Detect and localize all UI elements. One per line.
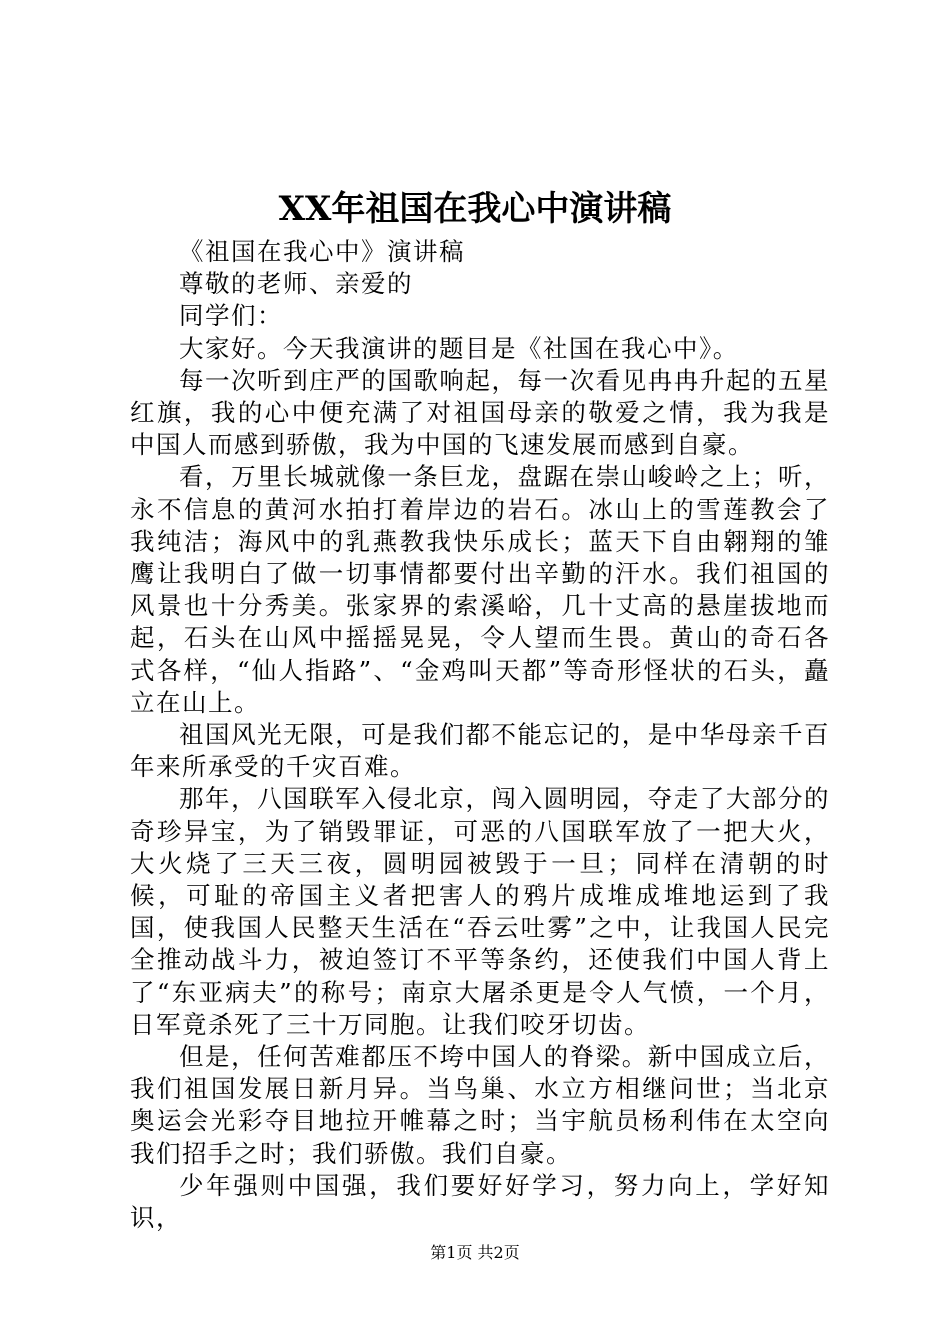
page-number-footer: 第1页 共2页 [430, 1243, 520, 1262]
paragraph-subtitle: 《祖国在我心中》演讲稿 [179, 237, 465, 266]
paragraph: 那年，八国联军入侵北京，闯入圆明园，夺走了大部分的奇珍异宝，为了销毁罪证，可恶的八国联军放了一把大火，大火烧了三天三夜，圆明园被毁于一旦；同样在清朝的时候，可耻的帝国主义者把害人的鸦片成堆成堆地运到了我国，使我国人民整天生活在“吞云吐雾”之中，让我国人民完全推动战斗力，被迫签订不平等条约，还使我们中国人背上了“东亚病夫”的称号；南京大屠杀更是令人气愤，一个月，日军竟杀死了三十万同胞。让我们咬牙切齿。 [130, 784, 830, 1039]
paragraph: 每一次听到庄严的国歌响起，每一次看见冉冉升起的五星红旗，我的心中便充满了对祖国母亲的敬爱之情，我为我是中国人而感到骄傲，我为中国的飞速发展而感到自豪。 [130, 365, 830, 460]
paragraph: 但是，任何苦难都压不垮中国人的脊梁。新中国成立后，我们祖国发展日新月异。当鸟巢、水立方相继问世；当北京奥运会光彩夺目地拉开帷幕之时；当宇航员杨利伟在太空向我们招手之时；我们骄傲。我们自豪。 [130, 1042, 830, 1168]
paragraph-greeting: 尊敬的老师、亲爱的 [179, 269, 413, 299]
paragraph: 少年强则中国强，我们要好好学习，努力向上，学好知识， [130, 1170, 830, 1233]
paragraph-intro: 大家好。今天我演讲的题目是《社国在我心中》。 [179, 333, 739, 363]
document-title: XX年祖国在我心中演讲稿 [278, 189, 672, 229]
paragraph-greeting-cont: 同学们： [179, 301, 283, 331]
document-body [130, 236, 830, 1234]
paragraph: 祖国风光无限，可是我们都不能忘记的，是中华母亲千百年来所承受的千灾百难。 [130, 720, 830, 782]
paragraph: 看，万里长城就像一条巨龙，盘踞在崇山峻岭之上；听，永不信息的黄河水拍打着岸边的岩石。冰山上的雪莲教会了我纯洁；海风中的乳燕教我快乐成长；蓝天下自由翱翔的雏鹰让我明白了做一切事情都要付出辛勤的汗水。我们祖国的风景也十分秀美。张家界的索溪峪，几十丈高的悬崖拔地而起，石头在山风中摇摇晃晃，令人望而生畏。黄山的奇石各式各样，“仙人指路”、“金鸡叫天都”等奇形怪状的石头，矗立在山上。 [130, 462, 830, 717]
